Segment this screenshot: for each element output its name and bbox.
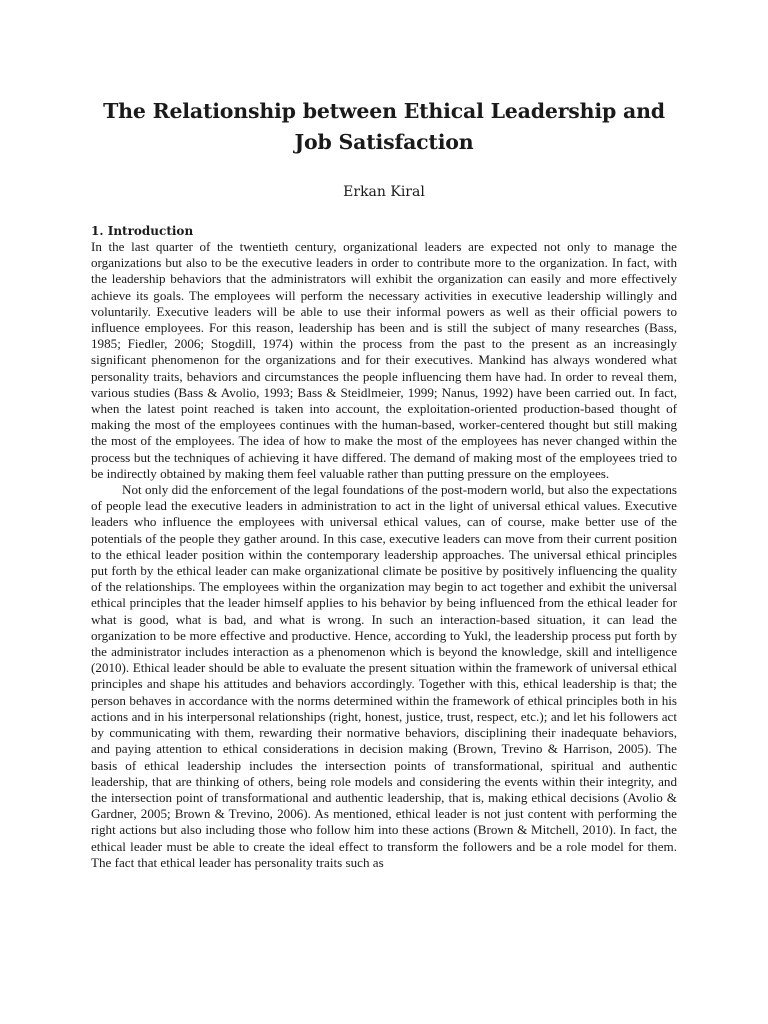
author-name: Erkan Kiral — [343, 184, 425, 200]
document-title: The Relationship between Ethical Leadership and Job Satisfaction — [103, 99, 665, 154]
body-paragraph-2: Not only did the enforcement of the legal foundations of the post-modern world, but also the expectations of people lead the executive leaders in administration to act in the light of universal ethical values. Executive leaders who influence the employees with universal ethical values, can of course, make better use of the potentials of the people they gather around. In this case, executive leaders can move from their current position to the ethical leader position within the contemporary leadership approaches. The universal ethical principles put forth by the ethical leader can make organizational climate be positive by positively influencing the quality of the relationships. The employees within the organization may begin to act together and exhibit the universal ethical principles that the leader himself applies to his behavior by being influenced from the ethical leader for what is good, what is bad, and what is wrong. In such an interaction-based situation, it can lead the organization to be more effective and productive. Hence, according to Yukl, the leadership process put forth by the administrator includes interaction as a phenomenon which is beyond the knowledge, skill and intelligence (2010). Ethical leader should be able to evaluate the present situation within the framework of universal ethical principles and shape his attitudes and behaviors accordingly. Together with this, ethical leadership is that; the person behaves in accordance with the norms determined within the framework of ethical principles both in his actions and in his interpersonal relationships (right, honest, justice, trust, respect, etc.); and let his followers act by communicating with them, rewarding their normative behaviors, disciplining their inadequate behaviors, and paying attention to ethical considerations in decision making (Brown, Trevino & Harrison, 2005). The basis of ethical leadership includes the intersection points of transformational, spiritual and authentic leadership, that are thinking of others, being role models and considering the events within their integrity, and the intersection point of transformational and authentic leadership, that is, making ethical decisions (Avolio & Gardner, 2005; Brown & Trevino, 2006). As mentioned, ethical leader is not just content with performing the right actions but also including those who follow him into these actions (Brown & Mitchell, 2010). In fact, the ethical leader must be able to create the ideal effect to transform the followers and be a role model for them. The fact that ethical leader has personality traits such as — [91, 482, 677, 870]
document-page — [91, 96, 677, 871]
body-paragraph-1: In the last quarter of the twentieth century, organizational leaders are expected not only to manage the organizations but also to be the executive leaders in order to contribute more to the organization. In fact, with the leadership behaviors that the administrators will exhibit the organization can easily and more effectively achieve its goals. The employees will perform the necessary activities in executive leadership willingly and voluntarily. Executive leaders will be able to use their informal powers as well as their official powers to influence employees. For this reason, leadership has been and is still the subject of many researches (Bass, 1985; Fiedler, 2006; Stogdill, 1974) within the process from the past to the present as an increasingly significant phenomenon for the organizations and for their executives. Mankind has always wondered what personality traits, behaviors and circumstances the people influencing them have had. In order to reveal them, various studies (Bass & Avolio, 1993; Bass & Steidlmeier, 1999; Nanus, 1992) have been carried out. In fact, when the latest point reached is taken into account, the exploitation-oriented production-based thought of making the most of the employees continues with the human-based, worker-centered thought but still making the most of the employees. The idea of how to make the most of the employees has never changed within the process but the techniques of achieving it have differed. The demand of making most of the employees tried to be indirectly obtained by making them feel valuable rather than putting pressure on the employees. — [91, 239, 677, 481]
section-heading-introduction: 1. Introduction — [91, 224, 194, 238]
